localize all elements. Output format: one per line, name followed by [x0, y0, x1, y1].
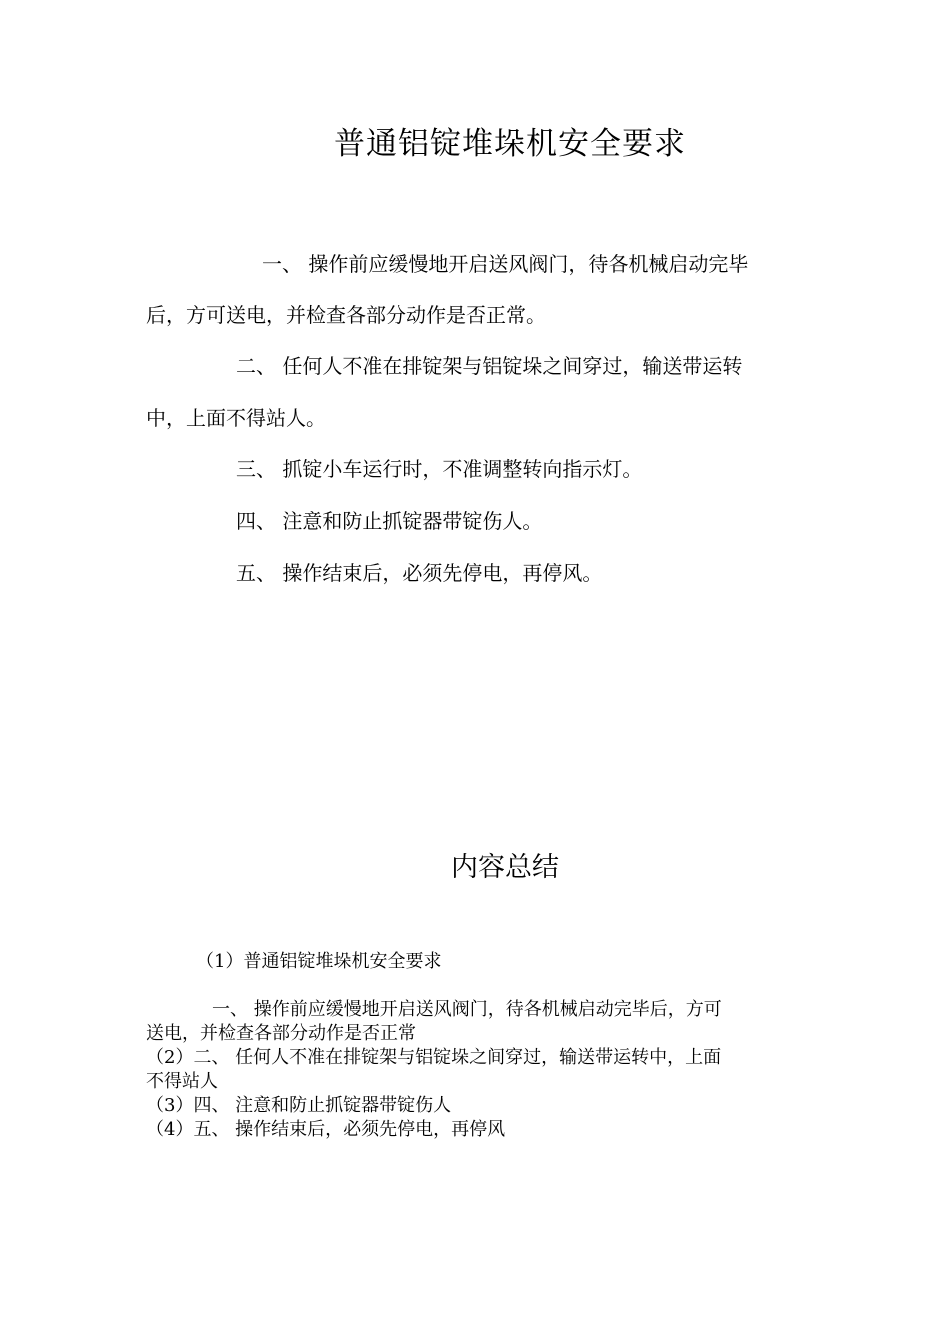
document-title: 普通铝锭堆垛机安全要求	[334, 126, 686, 162]
summary-line-5: 不得站人	[146, 1071, 218, 1092]
item-2-line-1: 二、 任何人不准在排锭架与铝锭垛之间穿过，输送带运转	[236, 354, 743, 378]
item-5-line-1: 五、 操作结束后，必须先停电，再停风。	[236, 561, 603, 585]
summary-line-7: （4）五、 操作结束后，必须先停电，再停风	[146, 1119, 506, 1140]
item-4-line-1: 四、 注意和防止抓锭器带锭伤人。	[236, 509, 543, 533]
item-1-line-2: 后，方可送电，并检查各部分动作是否正常。	[146, 303, 546, 327]
summary-title: 内容总结	[451, 852, 559, 883]
summary-line-6: （3）四、 注意和防止抓锭器带锭伤人	[146, 1095, 452, 1116]
item-3-line-1: 三、 抓锭小车运行时，不准调整转向指示灯。	[236, 457, 643, 481]
summary-line-4: （2）二、 任何人不准在排锭架与铝锭垛之间穿过，输送带运转中，上面	[146, 1047, 722, 1068]
summary-line-2: 一、 操作前应缓慢地开启送风阀门，待各机械启动完毕后，方可	[212, 999, 722, 1020]
summary-line-3: 送电，并检查各部分动作是否正常	[146, 1023, 416, 1044]
item-2-line-2: 中，上面不得站人。	[146, 406, 326, 430]
item-1-line-1: 一、 操作前应缓慢地开启送风阀门，待各机械启动完毕	[262, 252, 749, 276]
summary-line-1: （1）普通铝锭堆垛机安全要求	[196, 951, 442, 972]
